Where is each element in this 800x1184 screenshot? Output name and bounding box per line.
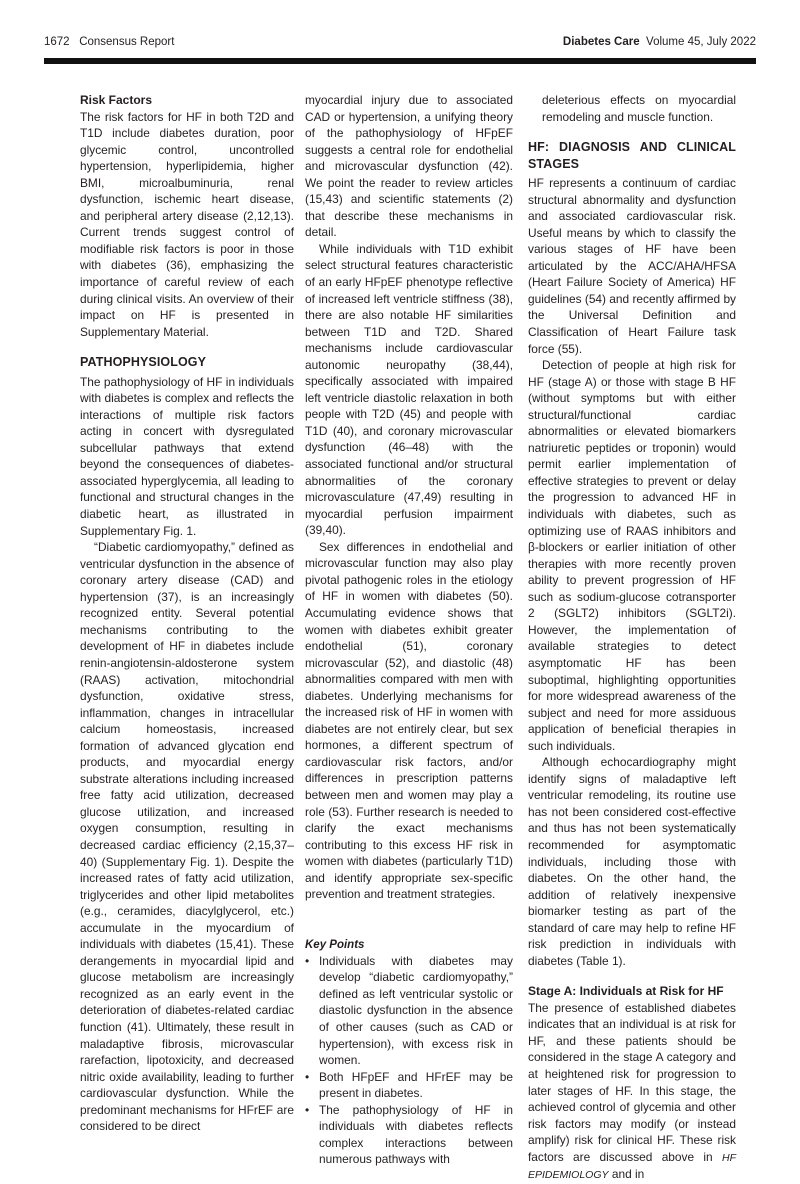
diagnosis-paragraph-3: Although echocardiography might identify signs of maladaptive left ventricular remodeling, its routine use has not been considered cost-effective and thus has not been systematically recommended for asymptomatic individuals, including those with diabetes. On the other hand, the addition of relatively inexpensive biomarker testing as part of the standard of care may help to refine HF risk prediction in individuals with diabetes (Table 1).: [528, 755, 736, 968]
column2-paragraph-3: Sex differences in endothelial and microvascular function may also play pivotal pathogenic roles in the etiology of HF in women with diabetes (50). Accumulating evidence shows that women with diabetes exhibit greater endothelial (51), coronary microvascular (52), and diastolic (48) abnormalities compared with men with diabetes. Underlying mechanisms for the increased risk of HF in women with diabetes are not entirely clear, but sex hormones, a different spectrum of cardiovascular risk factors, and/or differences in prescription patterns between men and women may play a role (53). Further research is needed to clarify the exact mechanisms contributing to this excess HF risk in women with diabetes (particularly T1D) and identify appropriate sex-specific prevention and treatment strategies.: [305, 539, 513, 902]
key-point-item: • The pathophysiology of HF in individuals with diabetes reflects complex interactions between numerous pathways with: [305, 1102, 513, 1168]
stage-a-paragraph: [528, 1000, 736, 1184]
volume-date: Volume 45, July 2022: [646, 36, 756, 48]
journal-name: Diabetes Care: [562, 36, 640, 48]
running-header: [44, 36, 756, 54]
header-left: [44, 36, 174, 48]
stage-a-text-end: and in: [611, 1167, 645, 1182]
stage-a-heading: Stage A: Individuals at Risk for HF: [528, 984, 724, 999]
column-1: [80, 92, 294, 1135]
cross-reference-link[interactable]: HF EPIDEMIOLOGY: [528, 1151, 736, 1182]
column2-paragraph-2: While individuals with T1D exhibit select structural features characteristic of an early HFpEF phenotype reflective of increased left ventricle stiffness (38), there are also notable HF similarities between T1D and T2D. Shared mechanisms include cardiovascular autonomic neuropathy (38,44), specifically associated with impaired left ventricle diastolic relaxation in both people with T2D (45) and people with T1D (40), and coronary microvascular dysfunction (46–48) with the associated functional and/or structural abnormalities of the coronary microvasculature (47,49) resulting in myocardial perfusion impairment (39,40).: [305, 241, 513, 538]
pathophysiology-heading: PATHOPHYSIOLOGY: [80, 355, 207, 370]
stage-a-text: The presence of established diabetes indicates that an individual is at risk for HF, and these patients should be considered in the stage A category and at heightened risk for progression to later stages of HF. In this stage, the achieved control of glycemia and other risk factors may modify (or instead amplify) risk for clinical HF. These risk factors are discussed above in: [528, 1000, 736, 1164]
diagnosis-paragraph-1: HF represents a continuum of cardiac structural abnormality and dysfunction and associated cardiovascular risk. Useful means by which to classify the various stages of HF have been articulated by the ACC/AHA/HFSA (Heart Failure Society of America) HF guidelines (54) and recently affirmed by the Universal Definition and Classification of Heart Failure task force (55).: [528, 176, 736, 356]
column-3: [528, 92, 736, 1184]
pathophysiology-paragraph-2: “Diabetic cardiomyopathy,” defined as ventricular dysfunction in the absence of coronary artery disease (CAD) and hypertension (37), is an increasingly recognized entity. Several potential mechanisms contributing to the development of HF in diabetes include renin-angiotensin-aldosterone system (RAAS) activation, mitochondrial dysfunction, oxidative stress, inflammation, changes in intracellular calcium homeostasis, increased formation of advanced glycation end products, and myocardial energy substrate alterations including increased free fatty acid utilization, decreased glucose utilization, and increased oxygen consumption, resulting in decreased cardiac efficiency (2,15,37–40) (Supplementary Fig. 1). Despite the increased rates of fatty acid utilization, triglycerides and other lipid metabolites (e.g., ceramides, diacylglycerol, etc.) accumulate in the myocardium of individuals with diabetes (15,41). These derangements in myocardial lipid and glucose metabolism are increasingly recognized as an early event in the deterioration of diabetes-related cardiac function (41). Ultimately, these result in maladaptive fibrosis, microvascular rarefaction, lipotoxicity, and decreased nitric oxide availability, leading to further cardiovascular dysfunction. While the predominant mechanisms for HFrEF are considered to be direct: [80, 540, 294, 1134]
page-number: 1672: [44, 36, 70, 48]
key-points-title: Key Points: [305, 938, 365, 951]
diagnosis-heading: HF: DIAGNOSIS AND CLINICAL STAGES: [528, 140, 736, 171]
header-right: [563, 36, 756, 48]
key-point-item: • Both HFpEF and HFrEF may be present in diabetes.: [305, 1069, 513, 1102]
key-points-list: [305, 953, 513, 1168]
column2-paragraph-1: myocardial injury due to associated CAD or hypertension, a unifying theory of the pathophysiology of HFpEF suggests a central role for endothelial and microvascular dysfunction (42). We point the reader to review articles (15,43) and scientific statements (2) that describe these mechanisms in detail.: [305, 93, 513, 240]
column-2: [305, 92, 513, 1168]
key-point-item: • Individuals with diabetes may develop “diabetic cardiomyopathy,” defined as left ventricular systolic or diastolic dysfunction in the absence of other causes (such as CAD or hypertension), with excess risk in women.: [305, 953, 513, 1069]
risk-factors-paragraph: The risk factors for HF in both T2D and T1D include diabetes duration, poor glycemic control, uncontrolled hypertension, hyperlipidemia, higher BMI, microalbuminuria, renal dysfunction, ischemic heart disease, and peripheral artery disease (2,12,13). Current trends suggest control of modifiable risk factors is poor in those with diabetes (36), emphasizing the importance of careful review of each during clinical visits. An overview of their impact on HF is presented in Supplementary Material.: [80, 109, 294, 339]
diagnosis-paragraph-2: Detection of people at high risk for HF (stage A) or those with stage B HF (without symptoms but with either structural/functional cardiac abnormalities or elevated biomarkers natriuretic peptides or troponin) would permit earlier implementation of effective strategies to prevent or delay the progression to advanced HF in individuals with diabetes, such as optimizing use of RAAS inhibitors and β-blockers or earlier initiation of other therapies with more recently proven ability to prevent progression of HF such as sodium-glucose cotransporter 2 (SGLT2) inhibitors (SGLT2i). However, the implementation of available strategies to detect asymptomatic HF has been suboptimal, highlighting opportunities for more widespread awareness of the subject and need for more assiduous application of beneficial therapies in such individuals.: [528, 358, 736, 753]
header-rule: [44, 58, 756, 64]
key-point-continuation: deleterious effects on myocardial remodeling and muscle function.: [542, 93, 736, 124]
risk-factors-heading: Risk Factors: [80, 93, 153, 107]
pathophysiology-paragraph-1: The pathophysiology of HF in individuals with diabetes is complex and reflects the interactions of multiple risk factors acting in concert with dysregulated subcellular pathways that extend beyond the consequences of diabetes-associated hyperglycemia, all leading to functional and structural changes in the diabetic heart, as illustrated in Supplementary Fig. 1.: [80, 374, 294, 538]
section-label: Consensus Report: [79, 36, 175, 48]
